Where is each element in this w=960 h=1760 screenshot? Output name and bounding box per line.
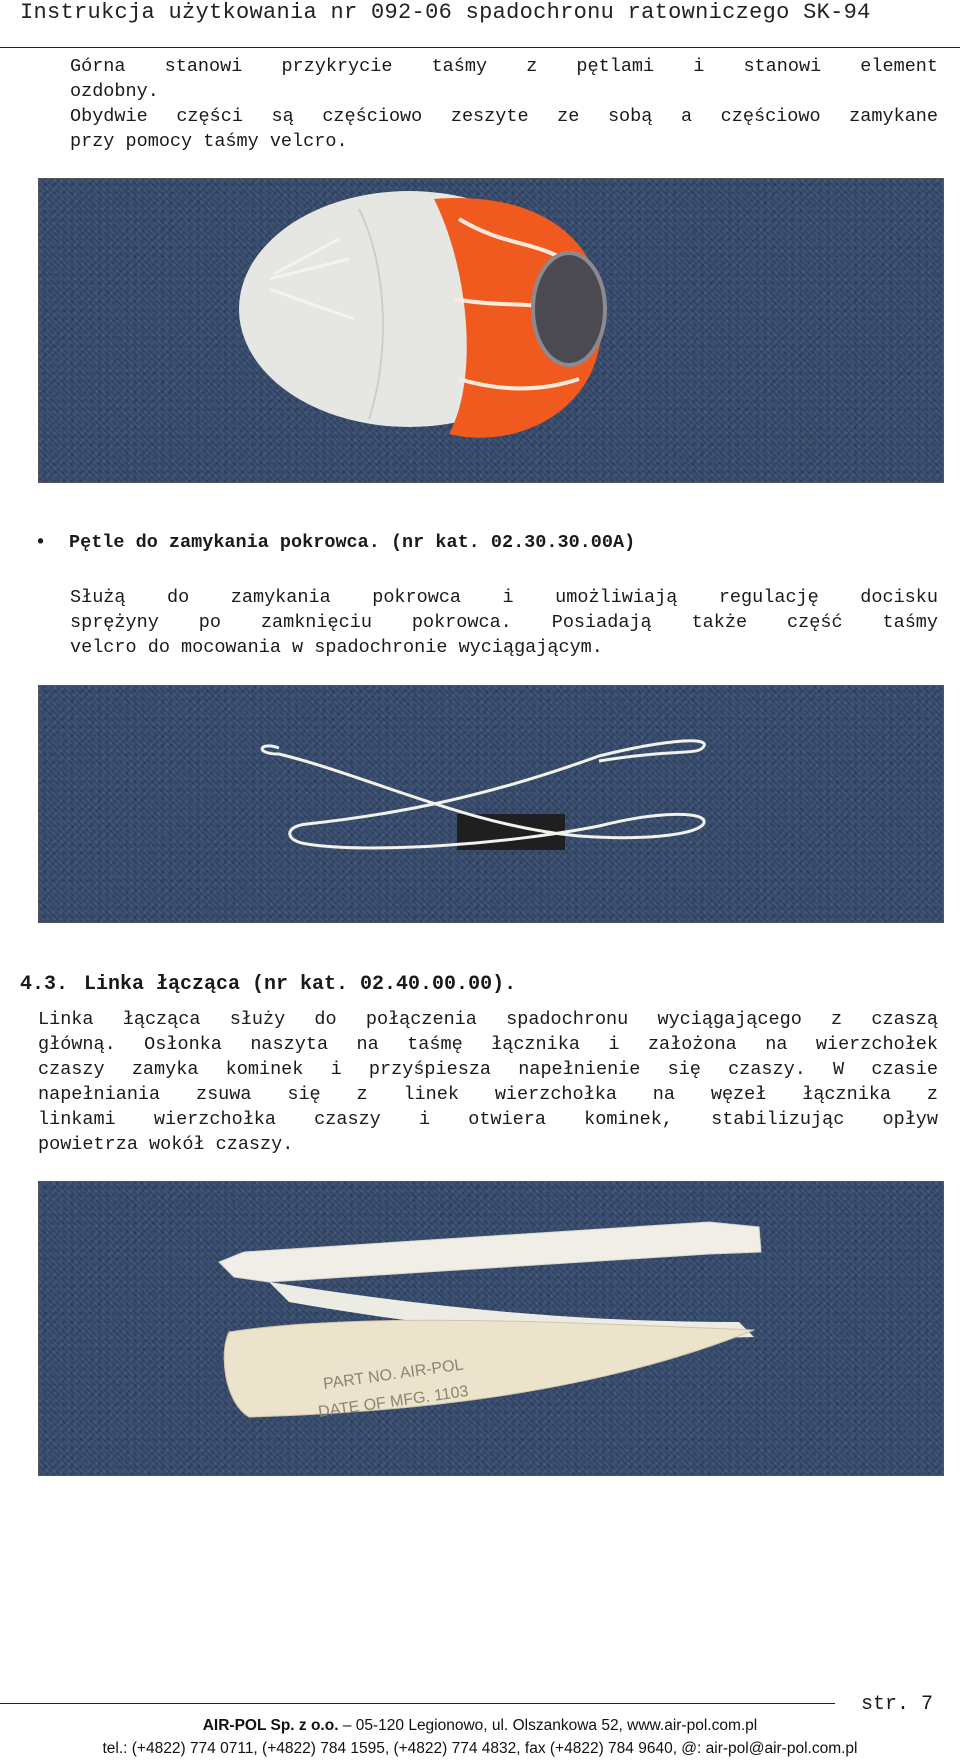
footer-company-line [0, 1717, 960, 1735]
footer-rule [0, 1703, 835, 1704]
intro-line: Obydwie części są częściowo zeszyte ze sobą a częściowo zamykane [70, 106, 938, 127]
footer-contacts: tel.: (+4822) 774 0711, (+4822) 784 1595, (+4822) 774 4832, fax (+4822) 784 9640, @: air-pol@air-pol.com.pl [102, 1740, 858, 1757]
intro-line: Górna stanowi przykrycie taśmy z pętlami i stanowi element [70, 56, 938, 77]
photo-closing-loops [38, 685, 944, 923]
section-line: czaszy zamyka kominek i przyśpiesza napełnienie się czaszy. W czasie [38, 1059, 938, 1080]
closing-loops-illustration [39, 686, 943, 922]
section-line: Linka łącząca służy do połączenia spadochronu wyciągającego z czaszą [38, 1009, 938, 1030]
document-title: Instrukcja użytkowania nr 092-06 spadochronu ratowniczego SK-94 [20, 0, 871, 25]
stamp-line-2: DATE OF MFG. 1103 [317, 1383, 470, 1421]
bullet-line: sprężyny po zamknięciu pokrowca. Posiadają także część taśmy [70, 612, 938, 633]
intro-line: przy pomocy taśmy velcro. [70, 131, 348, 152]
stamp-line-1: PART NO. AIR-POL [322, 1356, 465, 1393]
section-line: linkami wierzchołka czaszy i otwiera kominek, stabilizując opływ [38, 1109, 938, 1130]
section-paragraph [38, 1007, 938, 1157]
section-line: powietrza wokół czaszy. [38, 1134, 294, 1155]
footer-company: AIR-POL Sp. z o.o. [202, 1717, 339, 1734]
intro-paragraph [70, 54, 938, 154]
bullet-paragraph [70, 585, 938, 660]
section-number: 4.3. [20, 973, 69, 996]
bullet-heading [35, 532, 635, 553]
bullet-line: velcro do mocowania w spadochronie wyciągającym. [70, 637, 603, 658]
connecting-line-illustration [39, 1182, 943, 1475]
page-header [0, 0, 960, 48]
photo-connecting-line [38, 1181, 944, 1476]
section-line: napełniania zsuwa się z linek wierzchołka na węzeł łącznika z [38, 1084, 938, 1105]
section-title: Linka łącząca (nr kat. 02.40.00.00). [84, 973, 517, 996]
bullet-line: Służą do zamykania pokrowca i umożliwiają regulację docisku [70, 587, 938, 608]
section-heading [20, 973, 516, 996]
intro-line: ozdobny. [70, 81, 159, 102]
page-number: str. 7 [861, 1693, 934, 1716]
bullet-title: Pętle do zamykania pokrowca. (nr kat. 02.30.30.00A) [69, 532, 636, 553]
bullet-symbol: • [35, 532, 47, 553]
footer-address: – 05-120 Legionowo, ul. Olszankowa 52, www.air-pol.com.pl [338, 1717, 758, 1734]
section-line: główną. Osłonka naszyta na taśmę łącznika i założona na wierzchołek [38, 1034, 938, 1055]
photo-pilot-chute [38, 178, 944, 483]
pilot-chute-illustration [39, 179, 943, 482]
